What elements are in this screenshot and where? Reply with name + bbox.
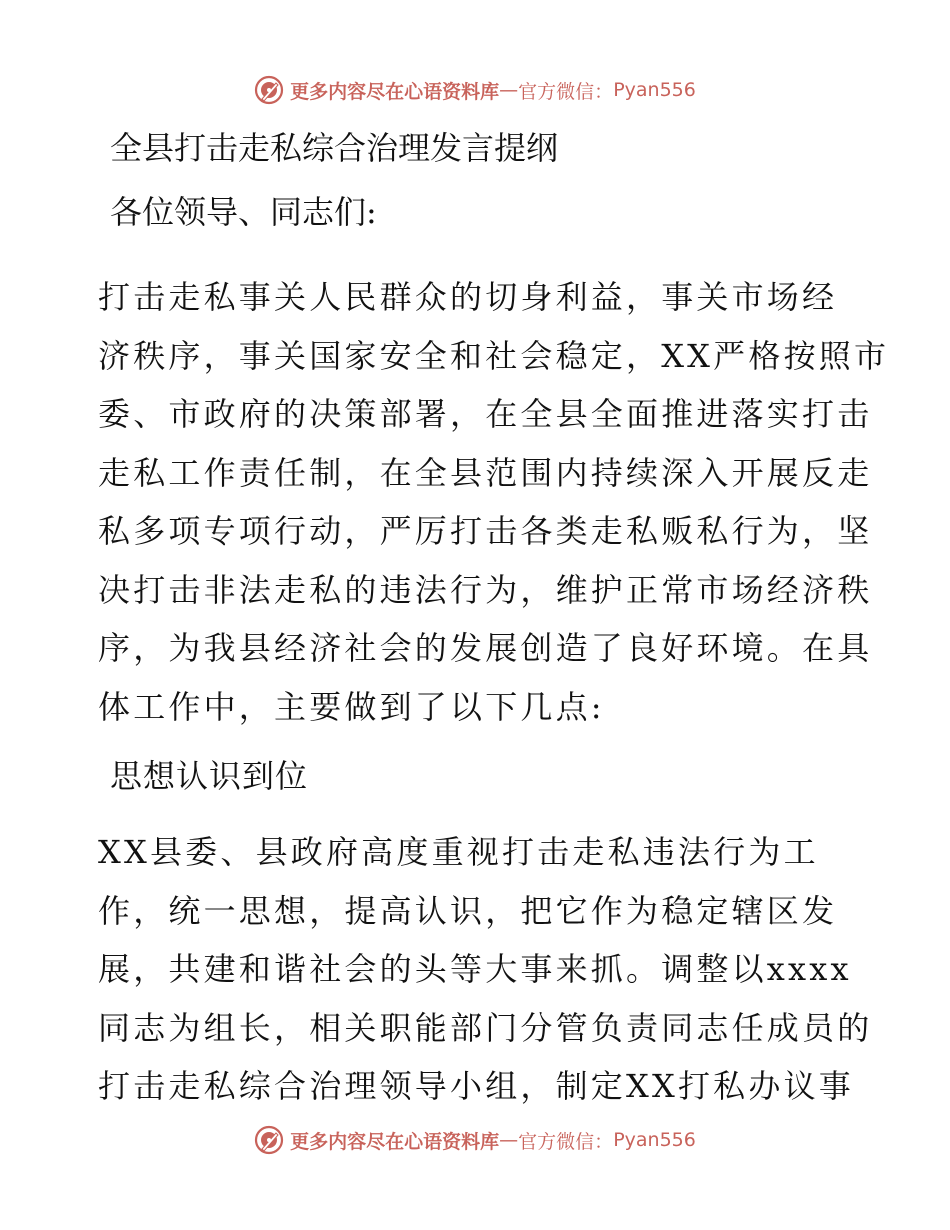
paragraph-line: 决打击非法走私的违法行为，维护正常市场经济秩 bbox=[98, 570, 873, 609]
paragraph-line: XX县委、县政府高度重视打击走私违法行为工 bbox=[98, 833, 819, 871]
banner-wechat-label: 官方微信： bbox=[518, 1130, 614, 1153]
document-title: 全县打击走私综合治理发言提纲 bbox=[110, 129, 559, 167]
paragraph-line: 打击走私事关人民群众的切身利益，事关市场经 bbox=[98, 278, 838, 316]
banner-separator: — bbox=[499, 1129, 519, 1151]
paragraph-line: 展，共建和谐社会的头等大事来抓。调整以xxxx bbox=[98, 950, 852, 988]
banner-wechat-id: Pyan556 bbox=[613, 1129, 696, 1151]
quill-logo-icon bbox=[254, 1125, 284, 1155]
paragraph-line: 走私工作责任制，在全县范围内持续深入开展反走 bbox=[98, 453, 873, 492]
paragraph-line: 私多项专项行动，严厉打击各类走私贩私行为，坚 bbox=[98, 512, 873, 550]
banner-text: 更多内容尽在心语资料库 bbox=[290, 80, 500, 103]
banner-text: 更多内容尽在心语资料库 bbox=[290, 1130, 500, 1153]
paragraph-1 bbox=[98, 268, 890, 736]
footer-banner bbox=[0, 1120, 950, 1160]
banner-separator: — bbox=[499, 79, 519, 101]
banner-wechat-label: 官方微信： bbox=[518, 80, 614, 103]
paragraph-line: 序，为我县经济社会的发展创造了良好环境。在具 bbox=[98, 629, 873, 667]
paragraph-line: 同志为组长，相关职能部门分管负责同志任成员的 bbox=[98, 1008, 873, 1047]
paragraph-line: 委、市政府的决策部署，在全县全面推进落实打击 bbox=[98, 395, 873, 433]
section-heading: 思想认识到位 bbox=[110, 757, 309, 795]
quill-logo-icon bbox=[254, 75, 284, 105]
header-banner bbox=[0, 70, 950, 110]
paragraph-2 bbox=[98, 823, 873, 1116]
paragraph-line: 作，统一思想，提高认识，把它作为稳定辖区发 bbox=[98, 891, 838, 930]
paragraph-line: 体工作中，主要做到了以下几点: bbox=[98, 687, 605, 726]
salutation: 各位领导、同志们: bbox=[110, 193, 377, 231]
paragraph-line: 打击走私综合治理领导小组，制定XX打私办议事 bbox=[98, 1067, 854, 1105]
banner-wechat-id: Pyan556 bbox=[613, 79, 696, 101]
paragraph-line: 济秩序，事关国家安全和社会稳定，XX严格按照市 bbox=[98, 336, 890, 375]
